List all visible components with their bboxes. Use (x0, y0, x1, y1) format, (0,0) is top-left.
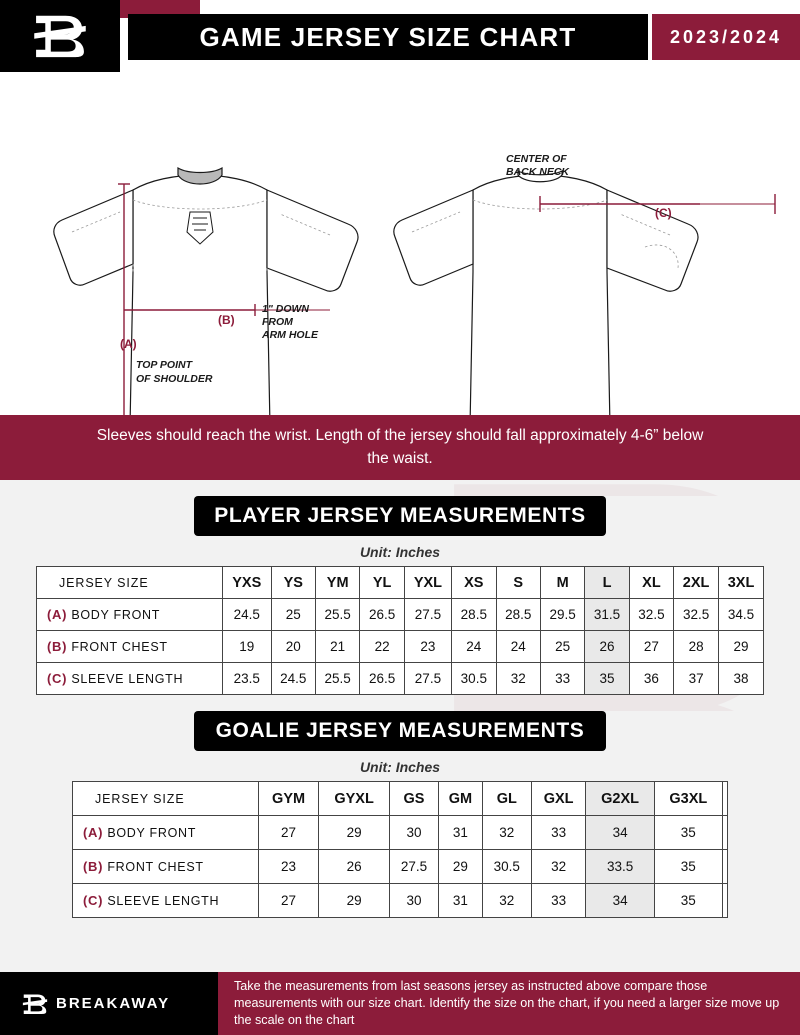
measurement-cell: 25 (271, 599, 315, 631)
measurement-cell: 28 (674, 631, 719, 663)
table-row (73, 884, 728, 918)
table-row (73, 816, 728, 850)
label-b-front: (B) (218, 313, 235, 327)
column-header-ys: YS (271, 567, 315, 599)
column-header-gl: GL (482, 782, 531, 816)
measurement-cell: 28.5 (496, 599, 540, 631)
measurement-cell: 34 (586, 884, 654, 918)
measurement-cell: 33 (531, 816, 586, 850)
measurement-cell: 24.5 (271, 663, 315, 695)
measurement-cell: 31 (438, 884, 482, 918)
table-row (37, 599, 764, 631)
brand-logo (0, 0, 120, 72)
column-header-yl: YL (360, 567, 404, 599)
column-header-m: M (540, 567, 584, 599)
empty-cell (722, 850, 727, 884)
row-tag: (C) (83, 893, 104, 908)
empty-cell (722, 884, 727, 918)
row-label: (A) BODY FRONT (37, 599, 223, 631)
row-tag: (A) (47, 607, 68, 622)
label-center-back-neck-1: CENTER OF (506, 153, 567, 165)
column-header-s: S (496, 567, 540, 599)
label-arm-hole-1: 1" DOWN (262, 303, 309, 315)
measurement-cell: 30.5 (482, 850, 531, 884)
row-tag: (A) (83, 825, 104, 840)
measurement-cell: 23 (404, 631, 451, 663)
measurement-cell: 31.5 (585, 599, 629, 631)
measurement-cell: 35 (654, 816, 722, 850)
label-center-back-neck-2: BACK NECK (506, 166, 569, 178)
goalie-section (0, 711, 800, 926)
jersey-size-header: JERSEY SIZE (37, 567, 223, 599)
column-header-3xl: 3XL (719, 567, 764, 599)
measurement-cell: 26.5 (360, 663, 404, 695)
measurement-cell: 32.5 (629, 599, 673, 631)
row-tag: (B) (83, 859, 104, 874)
row-tag: (B) (47, 639, 68, 654)
measurement-cell: 35 (654, 850, 722, 884)
season-badge (652, 14, 800, 60)
jersey-diagram (0, 72, 800, 415)
column-header-xl: XL (629, 567, 673, 599)
empty-cell (722, 816, 727, 850)
table-row (73, 850, 728, 884)
measurement-cell: 29 (438, 850, 482, 884)
column-header-g3xl: G3XL (654, 782, 722, 816)
footer-instructions (218, 972, 800, 1035)
season-text: 2023/2024 (669, 26, 783, 47)
row-label: (C) SLEEVE LENGTH (73, 884, 259, 918)
footer-instructions-text: Take the measurements from last seasons jersey as instructed above compare those measurements with our size chart. Identify the size on the chart, if you need a larger size move up the scale on the chart (234, 979, 780, 1027)
measurement-cell: 27.5 (390, 850, 439, 884)
measurement-cell: 29 (719, 631, 764, 663)
instruction-banner (0, 415, 800, 480)
measurement-cell: 35 (654, 884, 722, 918)
page-title-text: GAME JERSEY SIZE CHART (199, 21, 577, 52)
goalie-unit-label: Unit: Inches (359, 759, 441, 775)
measurement-cell: 29 (319, 816, 390, 850)
player-section-heading (194, 496, 606, 536)
measurement-cell: 32.5 (674, 599, 719, 631)
measurement-cell: 32 (482, 884, 531, 918)
table-header-row (73, 782, 728, 816)
jersey-diagram-svg (0, 72, 800, 415)
measurement-cell: 27.5 (404, 599, 451, 631)
player-section (0, 496, 800, 695)
jersey-size-header: JERSEY SIZE (73, 782, 259, 816)
measurement-cell: 24 (496, 631, 540, 663)
column-header-2xl: 2XL (674, 567, 719, 599)
column-header-gxl: GXL (531, 782, 586, 816)
breakaway-b-logo-icon (32, 13, 88, 59)
measurement-cell: 21 (315, 631, 359, 663)
measurement-cell: 20 (271, 631, 315, 663)
measurement-cell: 34.5 (719, 599, 764, 631)
measurement-cell: 30 (390, 884, 439, 918)
measurement-cell: 33 (531, 884, 586, 918)
empty-cell (722, 782, 727, 816)
measurement-cell: 32 (496, 663, 540, 695)
goalie-section-heading-text: GOALIE JERSEY MEASUREMENTS (215, 719, 585, 742)
measurement-cell: 34 (586, 816, 654, 850)
goalie-section-heading (194, 711, 606, 751)
label-c-back: (C) (655, 206, 672, 220)
measurement-cell: 32 (531, 850, 586, 884)
row-label: (B) FRONT CHEST (73, 850, 259, 884)
measurement-cell: 36 (629, 663, 673, 695)
measurement-cell: 28.5 (452, 599, 496, 631)
measurement-cell: 24.5 (223, 599, 272, 631)
column-header-yxl: YXL (404, 567, 451, 599)
label-top-point-shoulder-1: TOP POINT (136, 359, 193, 371)
measurement-cell: 26.5 (360, 599, 404, 631)
label-a-front: (A) (120, 337, 137, 351)
measurement-cell: 30 (390, 816, 439, 850)
measurement-cell: 27 (259, 816, 319, 850)
measurement-cell: 25.5 (315, 599, 359, 631)
row-tag: (C) (47, 671, 68, 686)
measurement-cell: 32 (482, 816, 531, 850)
column-header-gm: GM (438, 782, 482, 816)
breakaway-b-logo-icon-footer (22, 989, 48, 1019)
player-section-heading-text: PLAYER JERSEY MEASUREMENTS (214, 504, 586, 527)
label-top-point-shoulder-2: OF SHOULDER (136, 373, 213, 385)
row-label: (A) BODY FRONT (73, 816, 259, 850)
measurement-cell: 27 (629, 631, 673, 663)
player-unit-label: Unit: Inches (359, 544, 441, 560)
measurement-cell: 30.5 (452, 663, 496, 695)
goalie-measurements-table (72, 781, 728, 918)
row-label: (B) FRONT CHEST (37, 631, 223, 663)
measurement-cell: 31 (438, 816, 482, 850)
measurement-cell: 35 (585, 663, 629, 695)
measurement-cell: 25.5 (315, 663, 359, 695)
page-header (0, 0, 800, 72)
measurement-cell: 27 (259, 884, 319, 918)
measurement-cell: 33 (540, 663, 584, 695)
measurement-cell: 33.5 (586, 850, 654, 884)
label-arm-hole-3: ARM HOLE (262, 329, 318, 341)
table-row (37, 663, 764, 695)
measurement-cell: 23 (259, 850, 319, 884)
column-header-gym: GYM (259, 782, 319, 816)
column-header-yxs: YXS (223, 567, 272, 599)
measurement-cell: 27.5 (404, 663, 451, 695)
column-header-ym: YM (315, 567, 359, 599)
measurement-cell: 38 (719, 663, 764, 695)
footer-brand (0, 972, 218, 1035)
measurement-cell: 29 (319, 884, 390, 918)
column-header-gyxl: GYXL (319, 782, 390, 816)
instruction-text: Sleeves should reach the wrist. Length of the jersey should fall approximately 4-6” below the waist. (96, 427, 704, 467)
label-arm-hole-2: FROM (262, 316, 293, 328)
table-header-row (37, 567, 764, 599)
measurement-cell: 37 (674, 663, 719, 695)
measurement-cell: 25 (540, 631, 584, 663)
measurement-cell: 26 (585, 631, 629, 663)
measurement-cell: 29.5 (540, 599, 584, 631)
column-header-g2xl: G2XL (586, 782, 654, 816)
measurement-cell: 22 (360, 631, 404, 663)
page-footer (0, 972, 800, 1035)
measurement-cell: 26 (319, 850, 390, 884)
measurement-cell: 23.5 (223, 663, 272, 695)
table-row (37, 631, 764, 663)
row-label: (C) SLEEVE LENGTH (37, 663, 223, 695)
column-header-xs: XS (452, 567, 496, 599)
measurement-cell: 24 (452, 631, 496, 663)
column-header-gs: GS (390, 782, 439, 816)
page-title (128, 14, 648, 60)
column-header-l: L (585, 567, 629, 599)
footer-brand-name: BREAKAWAY (56, 995, 171, 1012)
measurement-cell: 19 (223, 631, 272, 663)
player-measurements-table (36, 566, 764, 695)
